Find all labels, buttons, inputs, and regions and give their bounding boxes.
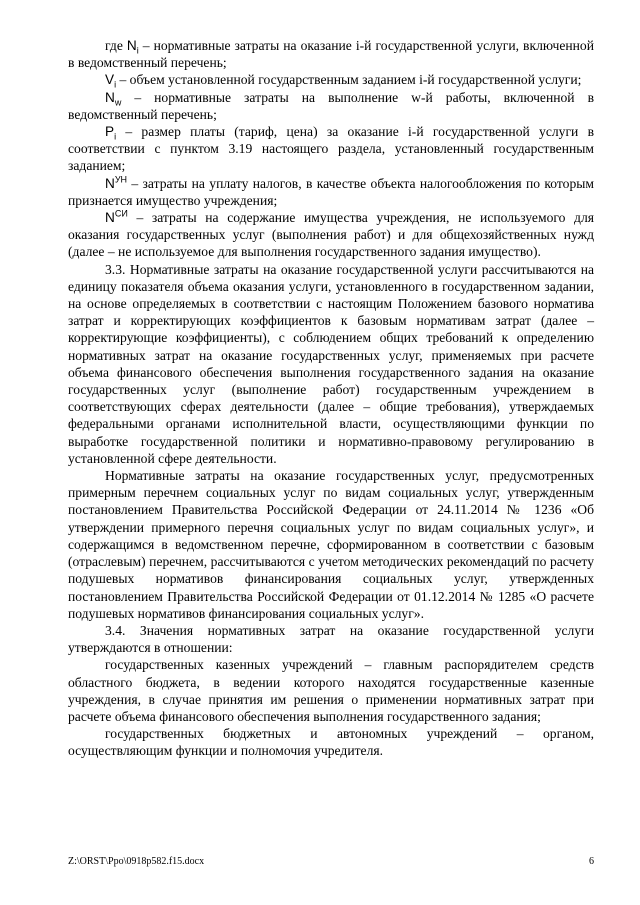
symbol-subscript: i (136, 45, 139, 56)
symbol: P (105, 124, 115, 140)
definition-text: – нормативные затраты на выполнение w-й работы, включенной в ведомственный перечень; (68, 89, 594, 122)
definition-ni (68, 37, 594, 71)
definition-prefix: где (105, 38, 123, 53)
symbol: N (126, 38, 137, 53)
paragraph-normative-costs: Нормативные затраты на оказание государственных услуг, предусмотренных примерным перечнем социальных услуг по видам социальных услуг, утвержденным постановлением Правительства Российской Федерации от 24.11.2014 № 1236 «Об утверждении примерного перечня социальных услуг по видам социальных услуг», и содержащимся в ведомственном перечне, сформированном в соответствии с базовым (отраслевым) перечнем, рассчитываются с учетом методических рекомендаций по расчету подушевых нормативов финансирования социальных услуг, утвержденных постановлением Правительства Российской Федерации от 01.12.2014 № 1285 «О расчете подушевых нормативов финансирования социальных услуг». (68, 468, 594, 621)
definition-text: – затраты на содержание имущества учреждения, не используемого для оказания государственных услуг (выполнения работ) и для общехозяйственных нужд (далее – не используемое для выполнения государственного задания имущество). (68, 210, 594, 260)
definition-nun (68, 175, 594, 209)
definition-pi (68, 123, 594, 175)
page-number: 6 (589, 856, 594, 867)
definition-text: – размер платы (тариф, цена) за оказание i-й государственной услуги в соответствии с пунктом 3.19 настоящего раздела, установленный государственным заданием; (68, 124, 594, 174)
definition-nsi (68, 209, 594, 261)
symbol-subscript: w (114, 97, 122, 108)
definition-text: – объем установленной государственным заданием i-й государственной услуги; (116, 72, 582, 88)
symbol-superscript: СИ (114, 208, 128, 219)
symbol-subscript: i (114, 80, 117, 91)
definition-vi (68, 71, 594, 91)
paragraph-state-budget: государственных бюджетных и автономных учреждений – органом, осуществляющим функции и полномочия учредителя. (68, 726, 594, 759)
document-body (68, 37, 594, 760)
symbol: N (105, 210, 115, 226)
definition-text: – нормативные затраты на оказание i-й государственной услуги, включенной в ведомственный перечень; (68, 38, 594, 71)
definition-text: – затраты на уплату налогов, в качестве объекта налогообложения по которым признается имущество учреждения; (68, 175, 594, 208)
symbol: V (105, 72, 115, 88)
definition-nw (68, 89, 594, 123)
paragraph-3-3: 3.3. Нормативные затраты на оказание государственной услуги рассчитываются на единицу показателя объема оказания услуги, установленного в государственном задании, на основе определяемых в соответствии с настоящим Положением базового норматива затрат и корректирующих коэффициентов к базовым нормативам затрат (далее – корректирующие коэффициенты), с соблюдением общих требований к определению нормативных затрат на оказание государственных услуг, применяемых при расчете объема финансового обеспечения выполнения государственного задания на оказание государственных услуг (выполнение работ) государственным учреждением в соответствующих сферах деятельности (далее – общие требования), утверждаемых федеральными органами исполнительной власти, осуществляющими функции по выработке государственной политики и нормативно-правовому регулированию в установленной сфере деятельности. (68, 261, 594, 466)
paragraph-3-4: 3.4. Значения нормативных затрат на оказание государственной услуги утверждаются в отношении: (68, 622, 594, 656)
symbol-subscript: i (114, 131, 117, 142)
symbol: N (105, 175, 115, 191)
symbol: N (105, 89, 115, 105)
symbol-superscript: УН (114, 174, 128, 185)
file-path: Z:\ORST\Ppo\0918p582.f15.docx (68, 856, 205, 867)
paragraph-state-treasury: государственных казенных учреждений – главным распорядителем средств областного бюджета, в ведении которого находятся государственные казенные учреждения, в случае принятия им решения о применении нормативных затрат при расчете объема финансового обеспечения выполнения государственного задания; (68, 657, 594, 724)
